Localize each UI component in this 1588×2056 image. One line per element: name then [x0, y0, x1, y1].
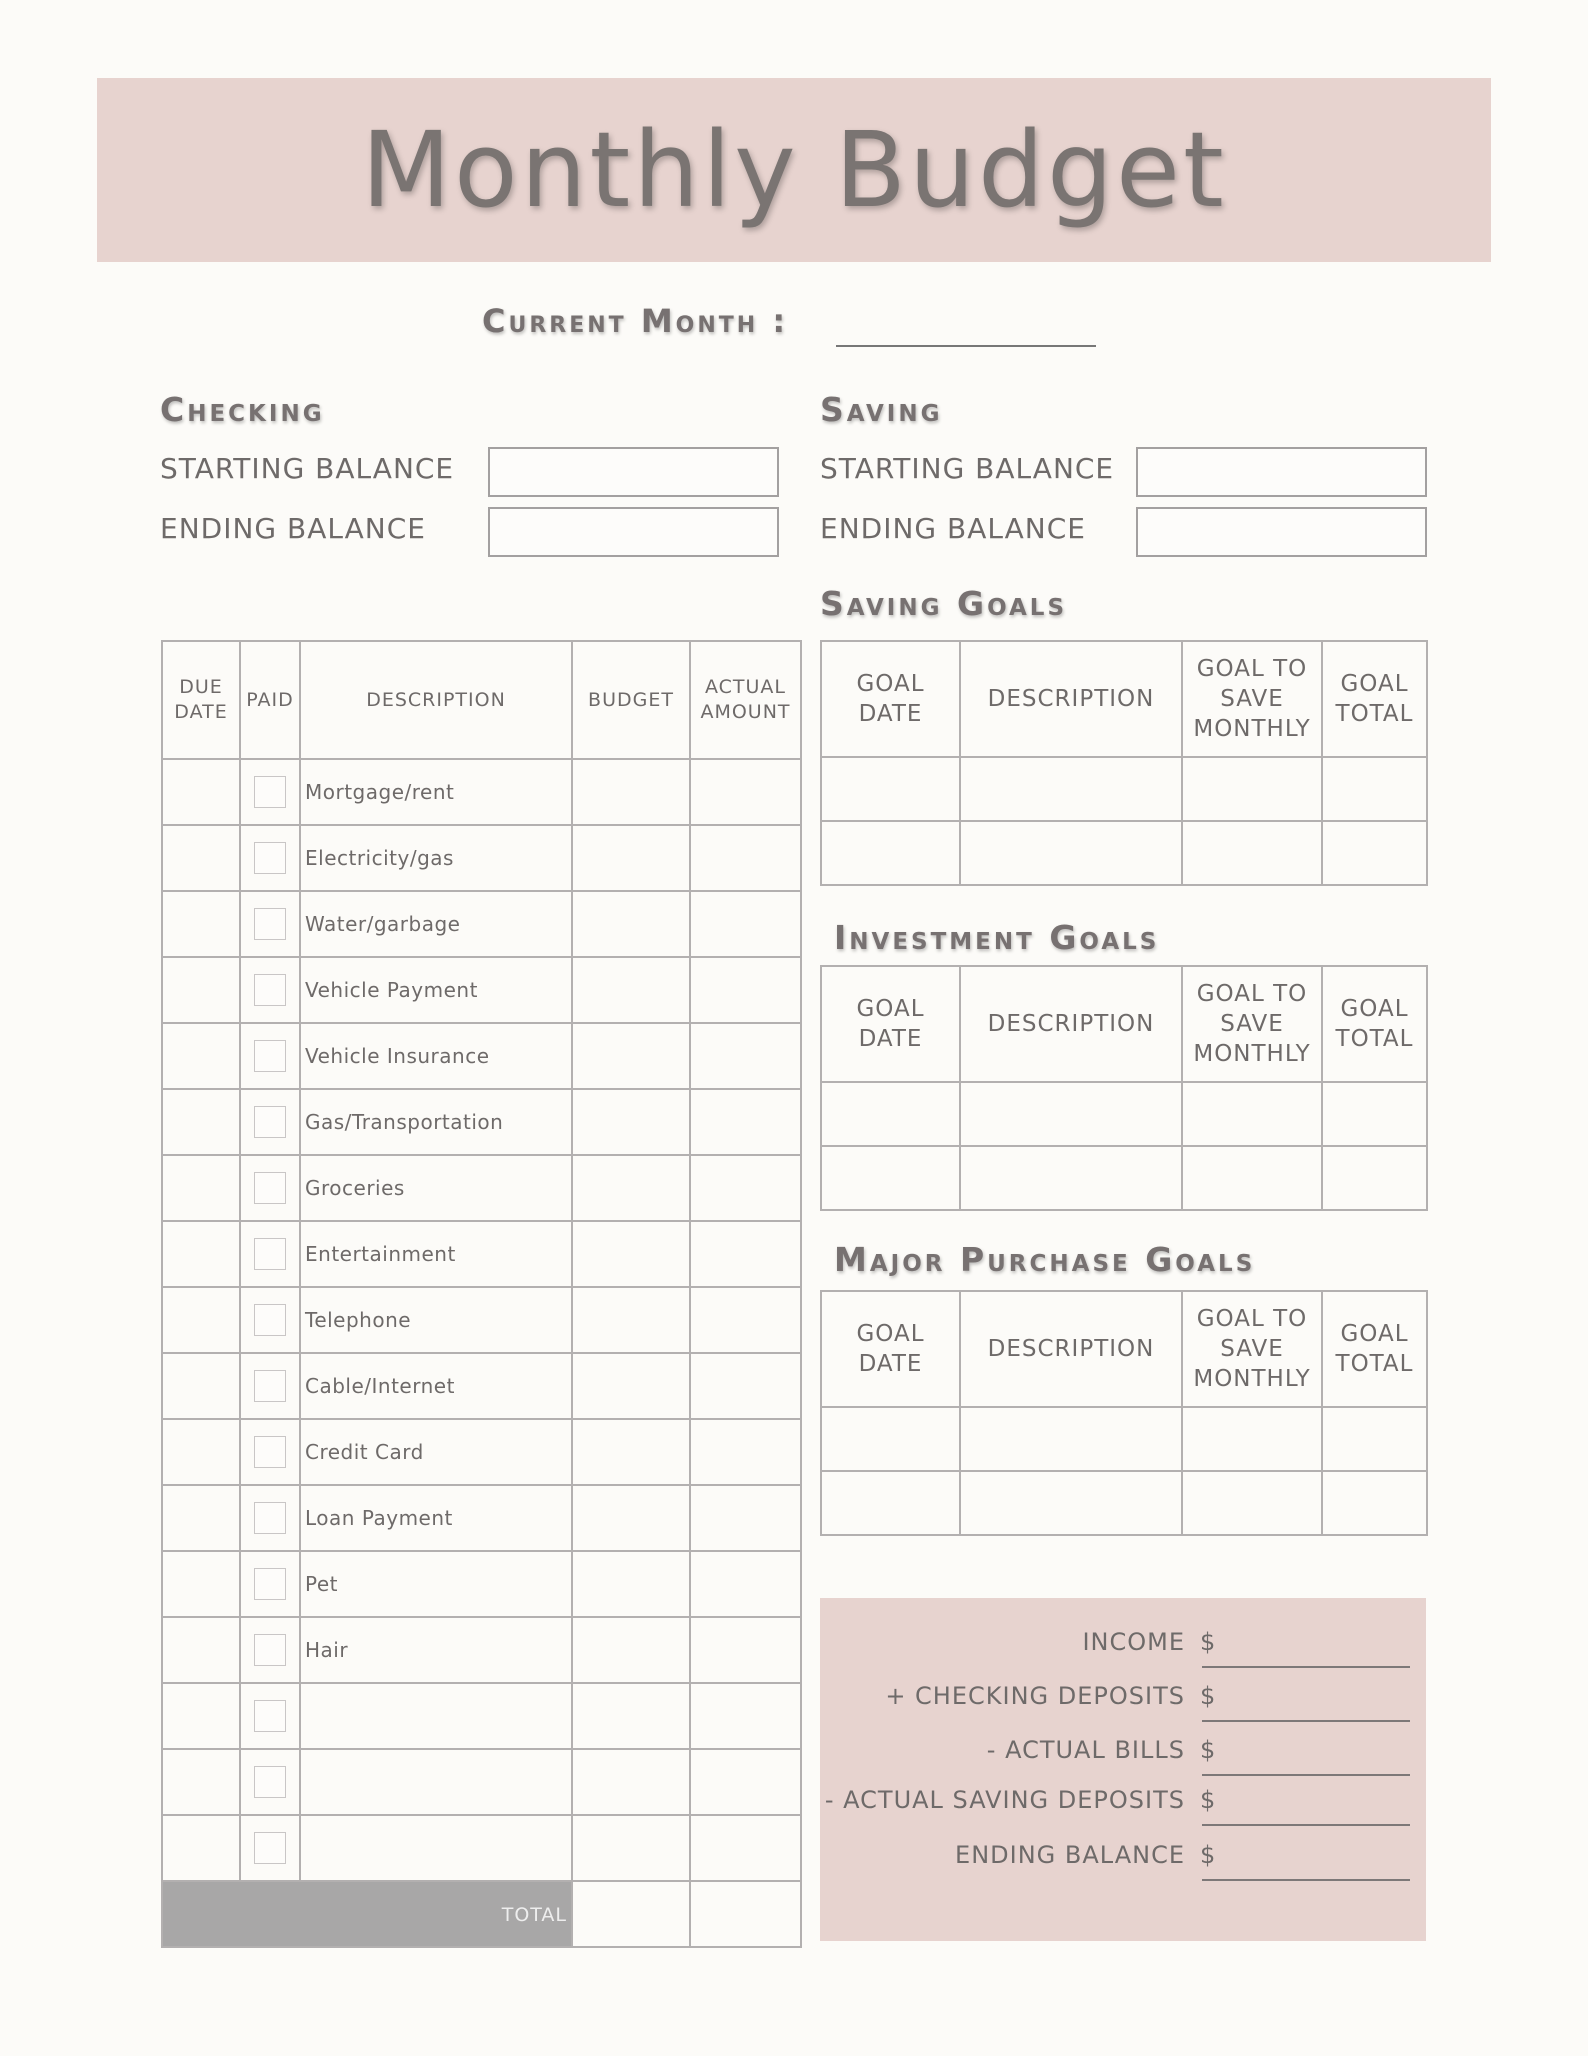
header-goal-date: GOAL DATE — [821, 641, 960, 757]
budget-cell[interactable] — [572, 1485, 690, 1551]
summary-row — [820, 1682, 1426, 1722]
goal-row — [821, 1471, 1427, 1535]
due-date-cell[interactable] — [162, 1353, 240, 1419]
summary-row — [820, 1786, 1426, 1826]
goal-date-cell[interactable] — [821, 1082, 960, 1146]
bills-table — [161, 640, 802, 1948]
bill-description: Pet — [300, 1551, 572, 1617]
saving-heading: Saving — [820, 390, 943, 429]
bill-row — [162, 957, 801, 1023]
summary-panel — [820, 1598, 1426, 1941]
due-date-cell[interactable] — [162, 1419, 240, 1485]
goal-description-cell[interactable] — [960, 821, 1182, 885]
budget-cell[interactable] — [572, 1221, 690, 1287]
summary-amount-field[interactable] — [1202, 1666, 1410, 1668]
goal-header-row — [821, 966, 1427, 1082]
saving-starting-balance-field[interactable] — [1136, 447, 1427, 497]
goal-date-cell[interactable] — [821, 1407, 960, 1471]
actual-amount-cell[interactable] — [690, 1353, 801, 1419]
header-goal-total: GOAL TOTAL — [1322, 966, 1427, 1082]
goal-date-cell[interactable] — [821, 1471, 960, 1535]
bill-description: Groceries — [300, 1155, 572, 1221]
bill-row — [162, 1749, 801, 1815]
budget-cell[interactable] — [572, 1089, 690, 1155]
due-date-cell[interactable] — [162, 759, 240, 825]
checking-starting-label: STARTING BALANCE — [160, 452, 455, 485]
budget-cell[interactable] — [572, 1155, 690, 1221]
bill-description: Water/garbage — [300, 891, 572, 957]
paid-cell — [240, 1815, 300, 1881]
paid-checkbox[interactable] — [254, 1436, 286, 1468]
bill-description: Cable/Internet — [300, 1353, 572, 1419]
bill-row — [162, 1683, 801, 1749]
header-description: DESCRIPTION — [960, 966, 1182, 1082]
due-date-cell[interactable] — [162, 1089, 240, 1155]
bill-description: Electricity/gas — [300, 825, 572, 891]
goal-total-cell[interactable] — [1322, 1146, 1427, 1210]
goal-description-cell[interactable] — [960, 1146, 1182, 1210]
bill-row — [162, 1287, 801, 1353]
dollar-sign: $ — [1200, 1628, 1216, 1656]
goal-total-cell[interactable] — [1322, 757, 1427, 821]
actual-amount-cell[interactable] — [690, 1551, 801, 1617]
bill-description: Mortgage/rent — [300, 759, 572, 825]
goal-header-row — [821, 1291, 1427, 1407]
paid-checkbox[interactable] — [254, 1304, 286, 1336]
total-label: TOTAL — [162, 1881, 572, 1947]
bill-description: Vehicle Payment — [300, 957, 572, 1023]
header-due-date: DUE DATE — [162, 641, 240, 759]
saving-ending-balance-field[interactable] — [1136, 507, 1427, 557]
goal-total-cell[interactable] — [1322, 821, 1427, 885]
saving-starting-label: STARTING BALANCE — [820, 452, 1115, 485]
header-goal-date: GOAL DATE — [821, 966, 960, 1082]
goal-date-cell[interactable] — [821, 1146, 960, 1210]
paid-checkbox[interactable] — [254, 1502, 286, 1534]
saving-goals-heading: Saving Goals — [820, 584, 1068, 623]
major-purchase-goals-heading: Major Purchase Goals — [834, 1240, 1256, 1279]
goal-description-cell[interactable] — [960, 1407, 1182, 1471]
due-date-cell[interactable] — [162, 1749, 240, 1815]
bill-description: Vehicle Insurance — [300, 1023, 572, 1089]
dollar-sign: $ — [1200, 1682, 1216, 1710]
paid-cell — [240, 1155, 300, 1221]
bill-row — [162, 1155, 801, 1221]
summary-amount-field[interactable] — [1202, 1774, 1410, 1776]
paid-cell — [240, 1353, 300, 1419]
bill-row — [162, 825, 801, 891]
goal-date-cell[interactable] — [821, 821, 960, 885]
summary-row — [820, 1736, 1426, 1776]
summary-label: ENDING BALANCE — [955, 1841, 1185, 1869]
due-date-cell[interactable] — [162, 891, 240, 957]
actual-amount-cell[interactable] — [690, 825, 801, 891]
goal-total-cell[interactable] — [1322, 1082, 1427, 1146]
dollar-sign: $ — [1200, 1786, 1216, 1814]
header-budget: BUDGET — [572, 641, 690, 759]
bill-row — [162, 1353, 801, 1419]
actual-amount-cell[interactable] — [690, 1089, 801, 1155]
checking-ending-balance-field[interactable] — [488, 507, 779, 557]
paid-cell — [240, 1287, 300, 1353]
paid-checkbox[interactable] — [254, 1040, 286, 1072]
paid-cell — [240, 957, 300, 1023]
paid-checkbox[interactable] — [254, 1766, 286, 1798]
paid-checkbox[interactable] — [254, 1172, 286, 1204]
goal-monthly-cell[interactable] — [1182, 1471, 1322, 1535]
due-date-cell[interactable] — [162, 1683, 240, 1749]
actual-amount-cell[interactable] — [690, 1683, 801, 1749]
budget-cell[interactable] — [572, 891, 690, 957]
header-goal-to-save-monthly: GOAL TO SAVE MONTHLY — [1182, 966, 1322, 1082]
investment-goals-table — [820, 965, 1428, 1211]
goal-description-cell[interactable] — [960, 757, 1182, 821]
saving-ending-label: ENDING BALANCE — [820, 512, 1086, 545]
goal-monthly-cell[interactable] — [1182, 1082, 1322, 1146]
goal-total-cell[interactable] — [1322, 1407, 1427, 1471]
paid-cell — [240, 1617, 300, 1683]
goal-header-row — [821, 641, 1427, 757]
bill-row — [162, 1419, 801, 1485]
bill-row — [162, 1815, 801, 1881]
checking-heading: Checking — [160, 390, 325, 429]
bill-row — [162, 1485, 801, 1551]
major-purchase-goals-table — [820, 1290, 1428, 1536]
goal-monthly-cell[interactable] — [1182, 1407, 1322, 1471]
saving-goals-table — [820, 640, 1428, 886]
total-row — [162, 1881, 801, 1947]
bills-header-row — [162, 641, 801, 759]
actual-amount-cell[interactable] — [690, 1749, 801, 1815]
header-paid: PAID — [240, 641, 300, 759]
due-date-cell[interactable] — [162, 1023, 240, 1089]
paid-checkbox[interactable] — [254, 1700, 286, 1732]
page-title: Monthly Budget — [361, 109, 1227, 231]
actual-amount-cell[interactable] — [690, 1419, 801, 1485]
budget-cell[interactable] — [572, 759, 690, 825]
budget-cell[interactable] — [572, 1287, 690, 1353]
title-banner — [97, 78, 1491, 262]
paid-checkbox[interactable] — [254, 908, 286, 940]
checking-ending-label: ENDING BALANCE — [160, 512, 426, 545]
due-date-cell[interactable] — [162, 957, 240, 1023]
paid-cell — [240, 825, 300, 891]
budget-cell[interactable] — [572, 1617, 690, 1683]
bill-row — [162, 1551, 801, 1617]
dollar-sign: $ — [1200, 1841, 1216, 1869]
paid-checkbox[interactable] — [254, 842, 286, 874]
goal-row — [821, 821, 1427, 885]
due-date-cell[interactable] — [162, 1287, 240, 1353]
budget-cell[interactable] — [572, 1419, 690, 1485]
actual-amount-cell[interactable] — [690, 1485, 801, 1551]
bill-row — [162, 1023, 801, 1089]
paid-checkbox[interactable] — [254, 1238, 286, 1270]
bill-row — [162, 759, 801, 825]
goal-total-cell[interactable] — [1322, 1471, 1427, 1535]
budget-cell[interactable] — [572, 1023, 690, 1089]
goal-monthly-cell[interactable] — [1182, 821, 1322, 885]
bill-description: Credit Card — [300, 1419, 572, 1485]
due-date-cell[interactable] — [162, 1221, 240, 1287]
due-date-cell[interactable] — [162, 825, 240, 891]
bill-description — [300, 1749, 572, 1815]
bill-description — [300, 1815, 572, 1881]
paid-cell — [240, 1023, 300, 1089]
budget-cell[interactable] — [572, 1551, 690, 1617]
paid-cell — [240, 1749, 300, 1815]
budget-cell[interactable] — [572, 1815, 690, 1881]
header-goal-total: GOAL TOTAL — [1322, 641, 1427, 757]
budget-cell[interactable] — [572, 1353, 690, 1419]
goal-monthly-cell[interactable] — [1182, 757, 1322, 821]
paid-checkbox[interactable] — [254, 1370, 286, 1402]
due-date-cell[interactable] — [162, 1485, 240, 1551]
dollar-sign: $ — [1200, 1736, 1216, 1764]
actual-amount-cell[interactable] — [690, 1155, 801, 1221]
paid-checkbox[interactable] — [254, 1634, 286, 1666]
due-date-cell[interactable] — [162, 1815, 240, 1881]
actual-amount-cell[interactable] — [690, 1287, 801, 1353]
goal-date-cell[interactable] — [821, 757, 960, 821]
total-actual-cell[interactable] — [690, 1881, 801, 1947]
paid-checkbox[interactable] — [254, 1106, 286, 1138]
header-description: DESCRIPTION — [960, 641, 1182, 757]
paid-cell — [240, 1419, 300, 1485]
goal-description-cell[interactable] — [960, 1082, 1182, 1146]
summary-label: - ACTUAL BILLS — [986, 1736, 1185, 1764]
budget-cell[interactable] — [572, 1683, 690, 1749]
summary-label: + CHECKING DEPOSITS — [885, 1682, 1185, 1710]
bill-description: Gas/Transportation — [300, 1089, 572, 1155]
paid-cell — [240, 1221, 300, 1287]
summary-amount-field[interactable] — [1202, 1824, 1410, 1826]
bill-row — [162, 891, 801, 957]
header-description: DESCRIPTION — [300, 641, 572, 759]
paid-checkbox[interactable] — [254, 1832, 286, 1864]
bill-row — [162, 1617, 801, 1683]
bill-row — [162, 1221, 801, 1287]
paid-checkbox[interactable] — [254, 1568, 286, 1600]
paid-cell — [240, 1089, 300, 1155]
actual-amount-cell[interactable] — [690, 1617, 801, 1683]
goal-description-cell[interactable] — [960, 1471, 1182, 1535]
goal-row — [821, 757, 1427, 821]
budget-cell[interactable] — [572, 957, 690, 1023]
summary-row — [820, 1841, 1426, 1881]
paid-checkbox[interactable] — [254, 776, 286, 808]
current-month-label: Current Month : — [482, 302, 789, 340]
budget-cell[interactable] — [572, 825, 690, 891]
bill-description: Hair — [300, 1617, 572, 1683]
bill-description: Entertainment — [300, 1221, 572, 1287]
goal-monthly-cell[interactable] — [1182, 1146, 1322, 1210]
goal-row — [821, 1407, 1427, 1471]
paid-cell — [240, 891, 300, 957]
actual-amount-cell[interactable] — [690, 1815, 801, 1881]
total-budget-cell[interactable] — [572, 1881, 690, 1947]
summary-label: - ACTUAL SAVING DEPOSITS — [824, 1786, 1185, 1814]
summary-label: INCOME — [1082, 1628, 1185, 1656]
goal-row — [821, 1146, 1427, 1210]
bill-description: Loan Payment — [300, 1485, 572, 1551]
paid-cell — [240, 1683, 300, 1749]
header-goal-to-save-monthly: GOAL TO SAVE MONTHLY — [1182, 1291, 1322, 1407]
paid-cell — [240, 1485, 300, 1551]
budget-cell[interactable] — [572, 1749, 690, 1815]
goal-row — [821, 1082, 1427, 1146]
header-goal-date: GOAL DATE — [821, 1291, 960, 1407]
current-month-field[interactable] — [836, 345, 1096, 347]
actual-amount-cell[interactable] — [690, 957, 801, 1023]
header-goal-total: GOAL TOTAL — [1322, 1291, 1427, 1407]
summary-row — [820, 1628, 1426, 1668]
bill-row — [162, 1089, 801, 1155]
due-date-cell[interactable] — [162, 1617, 240, 1683]
paid-cell — [240, 1551, 300, 1617]
actual-amount-cell[interactable] — [690, 1221, 801, 1287]
header-actual-amount: ACTUAL AMOUNT — [690, 641, 801, 759]
checking-starting-balance-field[interactable] — [488, 447, 779, 497]
actual-amount-cell[interactable] — [690, 891, 801, 957]
header-goal-to-save-monthly: GOAL TO SAVE MONTHLY — [1182, 641, 1322, 757]
summary-amount-field[interactable] — [1202, 1879, 1410, 1881]
due-date-cell[interactable] — [162, 1155, 240, 1221]
actual-amount-cell[interactable] — [690, 1023, 801, 1089]
bill-description — [300, 1683, 572, 1749]
paid-checkbox[interactable] — [254, 974, 286, 1006]
paid-cell — [240, 759, 300, 825]
investment-goals-heading: Investment Goals — [834, 918, 1160, 957]
due-date-cell[interactable] — [162, 1551, 240, 1617]
bill-description: Telephone — [300, 1287, 572, 1353]
actual-amount-cell[interactable] — [690, 759, 801, 825]
summary-amount-field[interactable] — [1202, 1720, 1410, 1722]
header-description: DESCRIPTION — [960, 1291, 1182, 1407]
